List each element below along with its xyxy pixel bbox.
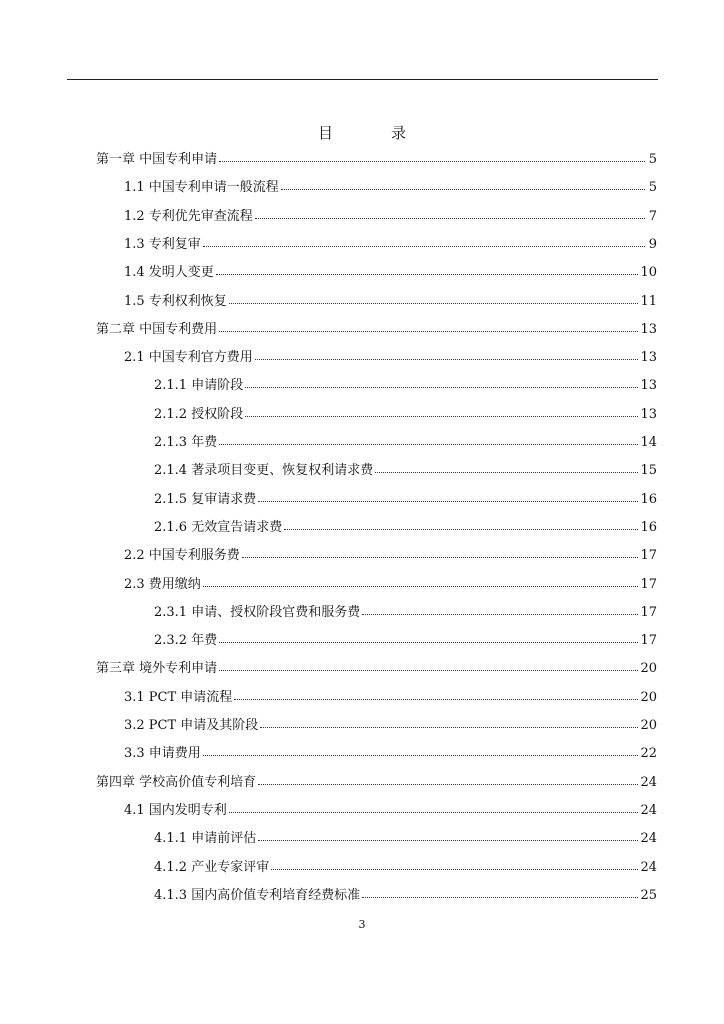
toc-entry-page: 20 <box>640 661 657 677</box>
toc-entry-label: 第三章 境外专利申请 <box>96 661 218 677</box>
toc-entry[interactable] <box>124 744 657 762</box>
toc-entry[interactable] <box>124 292 657 310</box>
toc-entry-label: 2.1.2 授权阶段 <box>154 406 244 422</box>
toc-leader-dots <box>281 177 645 190</box>
toc-entry-label: 4.1.3 国内高价值专利培育经费标准 <box>154 887 361 903</box>
toc-leader-dots <box>260 715 638 728</box>
toc-leader-dots <box>229 291 639 304</box>
toc-entry[interactable] <box>124 178 657 196</box>
toc-entry-page: 24 <box>640 859 657 875</box>
toc-entry-page: 20 <box>640 718 657 733</box>
toc-entry-page: 17 <box>640 604 657 620</box>
toc-leader-dots <box>362 602 638 615</box>
toc-entry[interactable] <box>124 575 657 593</box>
toc-entry-page: 13 <box>640 378 657 394</box>
toc-entry-label: 2.3 费用缴纳 <box>124 576 201 592</box>
toc-entry-label: 1.5 专利权利恢复 <box>124 293 227 309</box>
toc-entry-page: 7 <box>648 208 657 224</box>
toc-entry-page: 17 <box>640 633 657 649</box>
toc-entry-page: 5 <box>648 152 657 167</box>
toc-entry-label: 2.1.5 复审请求费 <box>154 491 257 507</box>
toc-entry-label: 第二章 中国专利费用 <box>96 321 218 337</box>
toc-entry[interactable] <box>154 829 657 847</box>
toc-entry[interactable] <box>154 490 657 508</box>
toc-entry-page: 10 <box>640 265 657 281</box>
toc-leader-dots <box>203 574 639 587</box>
toc-entry[interactable] <box>96 659 657 677</box>
toc-entry-label: 2.1.3 年费 <box>154 435 218 450</box>
toc-leader-dots <box>219 658 638 671</box>
toc-leader-dots <box>255 206 645 219</box>
toc-entry-page: 9 <box>648 236 657 252</box>
toc-entry-label: 第四章 学校高价值专利培育 <box>96 774 257 790</box>
toc-entry-page: 16 <box>640 519 657 535</box>
toc-entry-label: 4.1.1 申请前评估 <box>154 831 257 847</box>
toc-entry[interactable] <box>154 886 657 904</box>
toc-entry[interactable] <box>154 376 657 394</box>
toc-entry-page: 5 <box>648 180 657 196</box>
toc-entry[interactable] <box>124 716 657 734</box>
toc-entry-page: 16 <box>640 491 657 507</box>
toc-entry[interactable] <box>154 603 657 621</box>
toc-entry-page: 20 <box>640 689 657 705</box>
toc-entry-page: 13 <box>640 321 657 337</box>
header-rule <box>67 79 658 80</box>
toc-entry[interactable] <box>154 631 657 649</box>
toc-entry-label: 3.1 PCT 申请流程 <box>124 689 233 705</box>
toc-leader-dots <box>258 489 638 502</box>
toc-entry-page: 24 <box>640 831 657 847</box>
toc-leader-dots <box>216 262 639 275</box>
toc-leader-dots <box>245 404 638 417</box>
toc-entry[interactable] <box>124 801 657 819</box>
toc-leader-dots <box>258 772 638 785</box>
toc-entry-page: 13 <box>640 350 657 366</box>
toc-leader-dots <box>203 234 645 247</box>
toc-leader-dots <box>258 828 638 841</box>
toc-entry[interactable] <box>124 348 657 366</box>
toc-entry-page: 13 <box>640 406 657 422</box>
toc-entry-label: 2.3.2 年费 <box>154 633 218 649</box>
toc-title-right: 录 <box>391 124 407 142</box>
toc-entry[interactable] <box>124 688 657 706</box>
toc-entry-label: 2.2 中国专利服务费 <box>124 548 240 564</box>
toc-leader-dots <box>284 517 638 530</box>
toc-entry-page: 17 <box>640 576 657 592</box>
toc-entry[interactable] <box>124 207 657 225</box>
toc-entry[interactable] <box>124 546 657 564</box>
toc-entry[interactable] <box>96 150 657 168</box>
toc-entry-label: 2.1.6 无效宣告请求费 <box>154 519 283 535</box>
toc-entry-page: 14 <box>640 435 657 450</box>
toc-entry-label: 1.3 专利复审 <box>124 236 201 252</box>
toc-entry[interactable] <box>154 518 657 536</box>
toc-entry[interactable] <box>154 858 657 876</box>
toc-entry[interactable] <box>154 461 657 479</box>
toc-leader-dots <box>375 460 638 473</box>
toc-entry[interactable] <box>96 773 657 791</box>
toc-leader-dots <box>234 687 638 700</box>
toc-title-left: 目 <box>317 124 333 142</box>
toc-leader-dots <box>271 857 638 870</box>
toc-entry-label: 1.1 中国专利申请一般流程 <box>124 180 279 196</box>
toc-leader-dots <box>362 885 638 898</box>
toc-entry[interactable] <box>124 235 657 253</box>
toc-leader-dots <box>245 375 638 388</box>
toc-entry-page: 17 <box>640 548 657 564</box>
toc-leader-dots <box>219 149 645 162</box>
toc-entry[interactable] <box>154 433 657 451</box>
toc-entry-label: 4.1.2 产业专家评审 <box>154 859 270 875</box>
toc-entry-page: 25 <box>640 887 657 903</box>
toc-entry[interactable] <box>124 263 657 281</box>
toc-entry-label: 1.4 发明人变更 <box>124 265 214 281</box>
toc-entry-page: 11 <box>640 293 657 309</box>
toc-entry-page: 22 <box>640 746 657 762</box>
toc-entry[interactable] <box>154 405 657 423</box>
toc-entry-page: 24 <box>640 802 657 818</box>
toc-leader-dots <box>219 630 638 643</box>
toc-entry[interactable] <box>96 320 657 338</box>
toc-entry-label: 2.1 中国专利官方费用 <box>124 350 253 366</box>
toc-leader-dots <box>203 743 639 756</box>
toc-leader-dots <box>255 347 639 360</box>
toc-entry-label: 4.1 国内发明专利 <box>124 802 227 818</box>
toc-entry-label: 3.3 申请费用 <box>124 746 201 762</box>
toc-entry-label: 2.1.1 申请阶段 <box>154 378 244 394</box>
toc-title <box>0 122 724 143</box>
toc-entry-page: 24 <box>640 774 657 790</box>
toc-entry-label: 2.3.1 申请、授权阶段官费和服务费 <box>154 604 361 620</box>
toc-entry-page: 15 <box>640 463 657 479</box>
toc-leader-dots <box>229 800 639 813</box>
toc-entry-label: 1.2 专利优先审查流程 <box>124 208 253 224</box>
toc-entry-label: 3.2 PCT 申请及其阶段 <box>124 718 259 733</box>
toc-leader-dots <box>219 432 638 445</box>
toc-entry-label: 2.1.4 著录项目变更、恢复权利请求费 <box>154 463 374 479</box>
toc-leader-dots <box>219 319 638 332</box>
toc-entry-label: 第一章 中国专利申请 <box>96 152 218 167</box>
page-number: 3 <box>358 918 366 931</box>
toc-leader-dots <box>242 545 639 558</box>
